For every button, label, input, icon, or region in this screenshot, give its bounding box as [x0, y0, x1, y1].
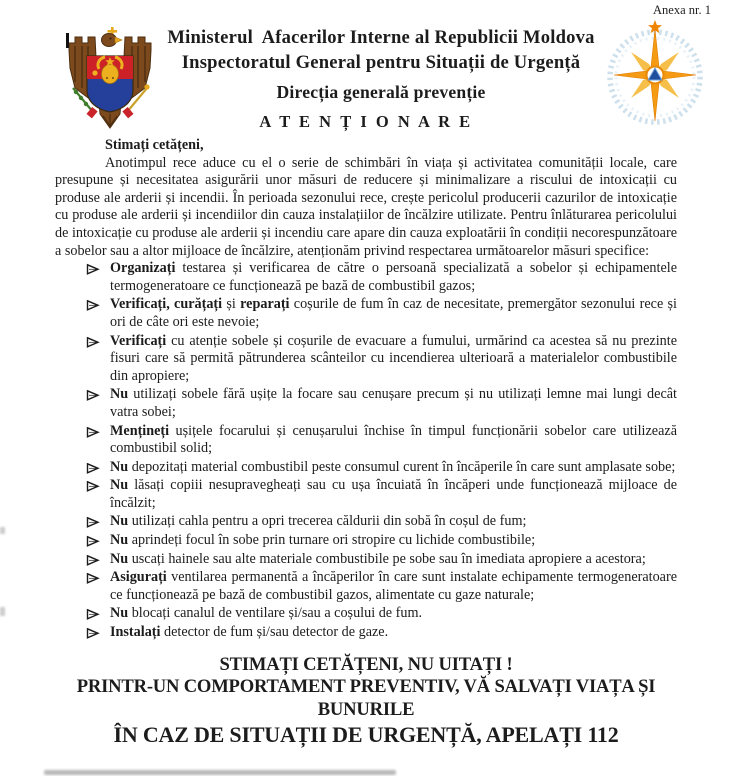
salutation: Stimați cetățeni,: [105, 137, 204, 153]
measure-item: [85, 513, 677, 531]
measure-keyword: Nu: [110, 386, 129, 403]
list-arrow-icon: [86, 480, 100, 493]
intro-paragraph: Anotimpul rece aduce cu el o serie de schimbări în viața și activitatea comunității locale, care presupune și necesitatea asigurării unor măsuri de reducere și minimalizare a riscului de intoxicații cu produse ale arderii și incendii. În perioada sezonului rece, crește pericolul producerii cazurilor de intoxicație cu produse ale arderii și incendiilor din cauza instalațiilor de încălzire utilizate. Pentru înlăturarea pericolului de intoxicație cu produse ale arderii și incendiu care apare din cauza exploatării în condiții necorespunzătoare a sobelor sau a altor mijloace de încălzire, atenționăm privind respectarea următoarelor măsuri specifice:: [55, 154, 677, 259]
list-arrow-icon: [86, 554, 100, 567]
measure-text: depozitați material combustibil peste consumul curent în încăperile în care sunt amplasate sobe;: [128, 458, 676, 475]
measure-item: [85, 569, 677, 604]
measure-item: [85, 260, 677, 295]
list-arrow-icon: [86, 572, 100, 585]
measure-keyword: Nu: [110, 605, 129, 622]
measure-text: utilizați cahla pentru a opri trecerea căldurii din sobă în coșul de fum;: [128, 513, 527, 530]
measure-item: [85, 423, 677, 458]
measure-item: [85, 532, 677, 550]
measure-text: coșurile de fum în caz de necesitate, premergător sezonului rece și ori de câte ori este nevoie;: [110, 296, 678, 330]
footer-appeal: [55, 654, 677, 749]
measure-item: [85, 296, 677, 331]
measure-item: [85, 459, 677, 477]
scan-speck-artifact: [0, 527, 5, 534]
measure-keyword: Nu: [110, 477, 129, 494]
list-arrow-icon: [86, 462, 100, 475]
measure-item: [85, 477, 677, 512]
list-arrow-icon: [86, 627, 100, 640]
measure-keyword: curățați: [174, 296, 223, 313]
measure-keyword: Verificați: [110, 332, 167, 349]
inspectorate-title: Inspectoratul General pentru Situații de Urgență: [181, 52, 581, 73]
list-arrow-icon: [86, 426, 100, 439]
measure-item: [85, 605, 677, 623]
measure-text: cu atenție sobele și coșurile de evacuare a fumului, urmărind ca acestea să nu prezinte fisuri care să permită pătrunderea scânteilor cu incendierea ulterioară a materialelor combustibile din apropiere;: [110, 332, 677, 384]
measure-text: ventilarea permanentă a încăperilor în care sunt instalate echipamente termogeneratoare ce funcționează pe bază de combustibil gazos, alimentate cu gaze naturale;: [110, 569, 677, 603]
measure-keyword: Nu: [110, 532, 129, 549]
footer-line-2: PRINTR-UN COMPORTAMENT PREVENTIV, VĂ SALVAȚI VIAȚA ȘI: [76, 676, 656, 698]
scan-speck-artifact: [0, 607, 5, 616]
footer-line-1: STIMAȚI CETĂȚENI, NU UITAȚI !: [219, 653, 513, 675]
list-arrow-icon: [86, 535, 100, 548]
scan-smudge-artifact: [44, 770, 396, 775]
list-arrow-icon: [86, 516, 100, 529]
measure-item: [85, 624, 677, 642]
measure-keyword: Instalați: [110, 624, 161, 641]
scan-cursor-artifact: [66, 33, 69, 48]
measure-keyword: Organizați: [110, 260, 176, 277]
footer-emergency-number: ÎN CAZ DE SITUAȚII DE URGENȚĂ, APELAȚI 112: [113, 722, 619, 748]
measure-text: testarea și verificarea de către o persoană specializată a sobelor și echipamentele termogeneratoare ce funcționează pe bază de combustibil gazos;: [110, 260, 677, 294]
measure-text: uscați hainele sau alte materiale combustibile pe sobe sau în imediata apropiere a acestora;: [128, 550, 646, 567]
header-titles: [162, 25, 600, 105]
measure-item: [85, 333, 677, 386]
document-body: [55, 137, 677, 748]
measure-keyword: Nu: [110, 513, 129, 530]
measure-text: utilizați sobele fără ușițe la focare sau cenușare precum și nu utilizați lemne mai lungi decât vatra sobei;: [110, 386, 677, 420]
footer-line-3: BUNURILE: [317, 698, 415, 720]
measure-text: detector de fum și/sau detector de gaze.: [160, 624, 389, 641]
list-arrow-icon: [86, 263, 100, 276]
measure-keyword: reparați: [240, 296, 290, 313]
measure-keyword: Mențineți: [110, 422, 170, 439]
measure-keyword: Nu: [110, 550, 129, 567]
list-arrow-icon: [86, 608, 100, 621]
ministry-title: Ministerul Afacerilor Interne al Republicii Moldova: [167, 27, 595, 48]
direction-title: Direcția generală prevenție: [276, 82, 486, 102]
measure-text: ușițele focarului și cenușarului închise în timpul funcționării sobelor care utilizează combustibil solid;: [110, 422, 677, 457]
measure-text: aprindeți focul în sobe prin turnare ori stropire cu lichide combustibile;: [128, 532, 536, 549]
measures-list: [85, 260, 677, 641]
measure-keyword: Verificați,: [110, 296, 170, 313]
list-arrow-icon: [86, 299, 100, 312]
measure-item: [85, 551, 677, 569]
measure-keyword: Asigurați: [110, 569, 167, 586]
measure-item: [85, 386, 677, 421]
document-heading: A T E N Ț I O N A R E: [259, 112, 473, 131]
measure-text: blocați canalul de ventilare și/sau a coșului de fum.: [128, 605, 423, 622]
measure-text: lăsați copiii nesupravegheați sau cu ușa încuiată în încăperi unde funcționează mijloace de încălzit;: [110, 477, 677, 511]
list-arrow-icon: [86, 389, 100, 402]
measure-keyword: Nu: [110, 458, 129, 475]
list-arrow-icon: [86, 336, 100, 349]
measure-text: și: [222, 296, 241, 313]
annex-label: Anexa nr. 1: [653, 3, 711, 17]
